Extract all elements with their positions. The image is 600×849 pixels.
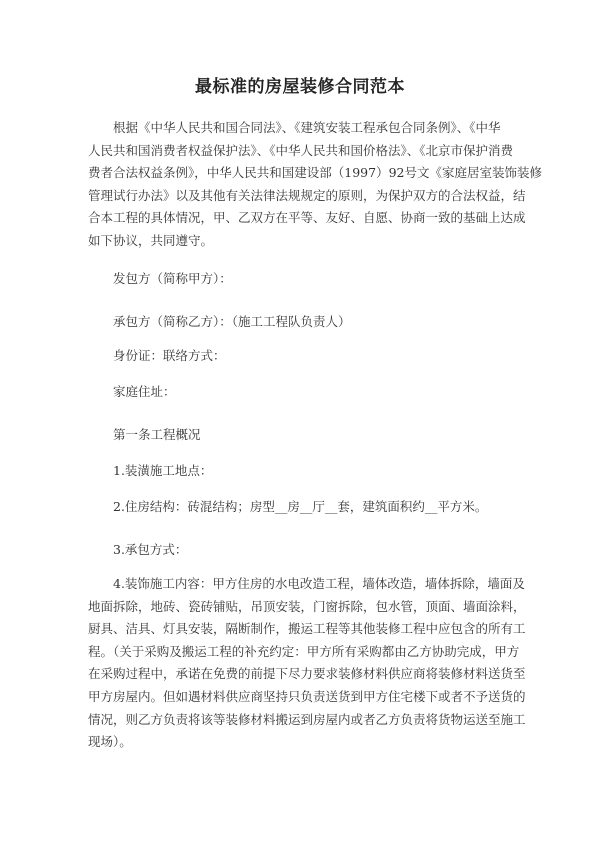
home-address-label: 家庭住址： bbox=[113, 384, 176, 399]
party-b-label: 承包方（简称乙方）：（施工工程队负责人） bbox=[113, 314, 351, 329]
article-1-label: 第一条工程概况 bbox=[113, 427, 201, 442]
item-2-label: 2.住房结构：砖混结构；房型__房__厅__套，建筑面积约__平方米。 bbox=[113, 499, 488, 514]
item-4-line: 在采购过程中，承诺在免费的前提下尽力要求装修材料供应商将装修材料送货至 bbox=[88, 666, 526, 682]
id-contact-line bbox=[88, 345, 518, 368]
item-2-line bbox=[88, 496, 518, 519]
party-b-line bbox=[88, 311, 518, 334]
item-4-paragraph bbox=[88, 573, 526, 754]
intro-line: 合本工程的具体情况，甲、乙双方在平等、友好、自愿、协商一致的基础上达成 bbox=[88, 210, 526, 226]
intro-line: 管理试行办法》以及其他有关法律法规规定的原则，为保护双方的合法权益，结 bbox=[88, 187, 526, 203]
item-1-line bbox=[88, 460, 518, 483]
party-a-label: 发包方（简称甲方）： bbox=[113, 271, 232, 286]
intro-line: 如下协议，共同遵守。 bbox=[88, 232, 214, 248]
article-1-heading bbox=[88, 424, 518, 447]
intro-line: 人民共和国消费者权益保护法》、《中华人民共和国价格法》、《北京市保护消费 bbox=[88, 142, 514, 158]
party-a-line bbox=[88, 268, 518, 291]
intro-line: 费者合法权益条例》，中华人民共和国建设部（1997）92号文《家庭居室装饰装修 bbox=[88, 165, 542, 181]
intro-line: 根据《中华人民共和国合同法》、《建筑安装工程承包合同条例》、《中华 bbox=[113, 120, 501, 135]
item-4-line: 甲方房屋内。但如遇材料供应商坚持只负责送货到甲方住宅楼下或者不予送货的 bbox=[88, 688, 526, 704]
item-4-line: 情况，则乙方负责将该等装修材料搬运到房屋内或者乙方负责将货物运送至施工 bbox=[88, 711, 526, 727]
item-1-label: 1.装潢施工地点： bbox=[113, 463, 213, 478]
document-title: 最标准的房屋装修合同范本 bbox=[195, 77, 405, 97]
home-address-line bbox=[88, 381, 518, 404]
item-4-line: 地面拆除，地砖、瓷砖铺贴，吊顶安装，门窗拆除，包水管，顶面、墙面涂料， bbox=[88, 598, 526, 614]
item-4-line: 程。（关于采购及搬运工程的补充约定：甲方所有采购都由乙方协助完成，甲方 bbox=[88, 643, 520, 659]
intro-paragraph bbox=[88, 117, 542, 253]
id-contact-label: 身份证：联络方式： bbox=[113, 348, 226, 363]
item-4-line: 现场）。 bbox=[88, 734, 132, 750]
item-3-line bbox=[88, 539, 518, 562]
item-4-line: 厨具、洁具、灯具安装，隔断制作，搬运工程等其他装修工程中应包含的所有工 bbox=[88, 621, 526, 637]
item-4-line: 4.装饰施工内容：甲方住房的水电改造工程，墙体改造，墙体拆除，墙面及 bbox=[113, 576, 525, 591]
item-3-label: 3.承包方式： bbox=[113, 542, 188, 557]
